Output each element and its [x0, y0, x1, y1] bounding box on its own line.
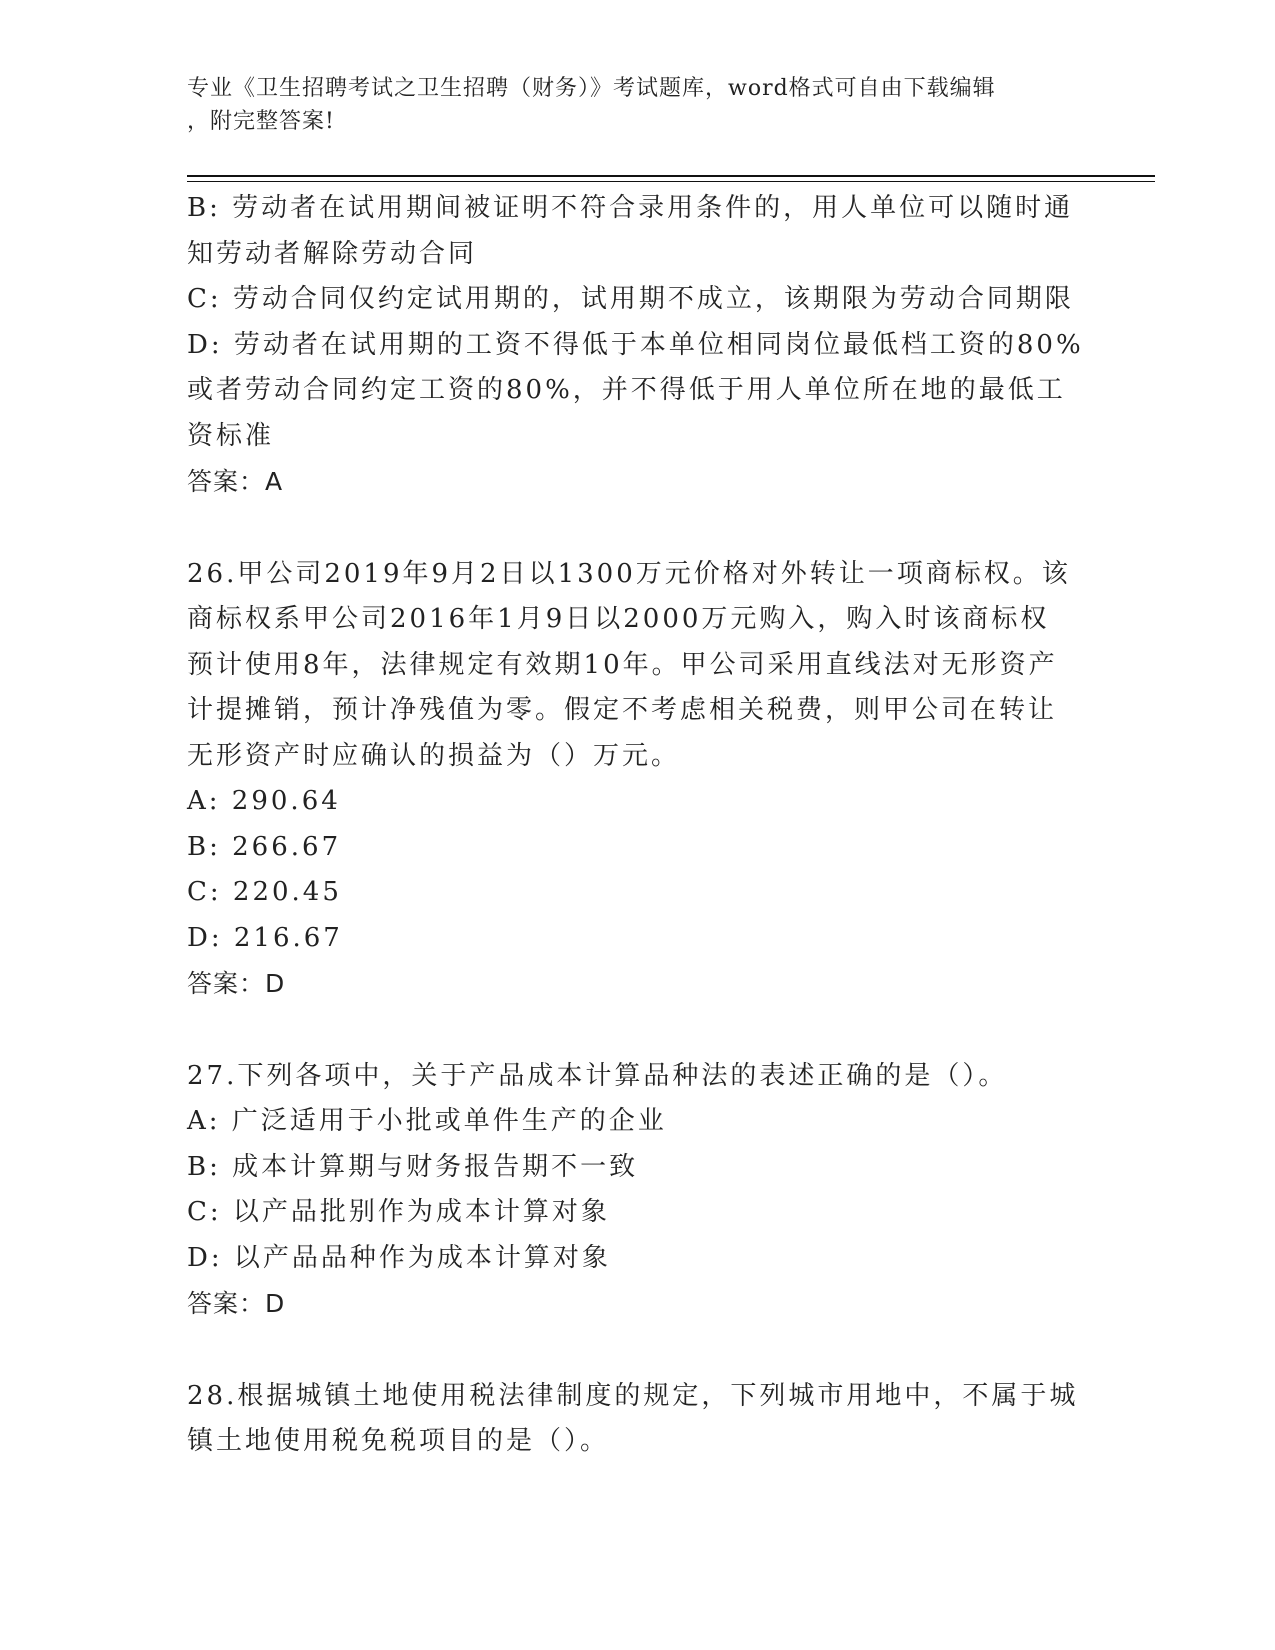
q27-option-a: A: 广泛适用于小批或单件生产的企业 [187, 1106, 667, 1136]
question-28 [187, 1374, 1087, 1465]
header-divider-thin [187, 181, 1155, 182]
spacer [187, 505, 1087, 552]
question-27 [187, 1054, 1087, 1327]
q25-option-c: C: 劳动合同仅约定试用期的，试用期不成立，该期限为劳动合同期限 [187, 284, 1074, 314]
page-header [187, 72, 1067, 138]
header-divider-thick [187, 175, 1155, 177]
question-26 [187, 552, 1087, 1007]
q26-stem-line-4: 计提摊销，预计净残值为零。假定不考虑相关税费，则甲公司在转让 [187, 695, 1058, 725]
q25-option-d-line-2: 或者劳动合同约定工资的80%，并不得低于用人单位所在地的最低工 [187, 375, 1066, 405]
q27-option-d: D: 以产品品种作为成本计算对象 [187, 1242, 611, 1273]
header-title-line-1: 专业《卫生招聘考试之卫生招聘（财务）》考试题库，word格式可自由下载编辑 [187, 76, 996, 101]
q26-answer: 答案：D [187, 969, 286, 998]
spacer [187, 1327, 1087, 1374]
q26-stem-line-2: 商标权系甲公司2016年1月9日以2000万元购入，购入时该商标权 [187, 604, 1050, 634]
q26-stem-line-1: 26.甲公司2019年9月2日以1300万元价格对外转让一项商标权。该 [187, 558, 1071, 589]
q25-option-d-line-3: 资标准 [187, 420, 275, 451]
q26-option-a: A: 290.64 [187, 786, 341, 816]
q26-option-b: B: 266.67 [187, 831, 342, 862]
q27-stem-line-1: 27.下列各项中，关于产品成本计算品种法的表述正确的是（）。 [187, 1060, 1008, 1091]
q28-stem-line-2: 镇土地使用税免税项目的是（）。 [187, 1426, 610, 1456]
q27-answer: 答案：D [187, 1289, 286, 1318]
header-title-line-2: ，附完整答案! [187, 109, 335, 134]
q27-option-c: C: 以产品批别作为成本计算对象 [187, 1197, 610, 1227]
q25-option-b-line-1: B: 劳动者在试用期间被证明不符合录用条件的，用人单位可以随时通 [187, 193, 1074, 223]
q26-stem-line-5: 无形资产时应确认的损益为（）万元。 [187, 740, 681, 771]
q26-option-d: D: 216.67 [187, 922, 343, 953]
q25-answer: 答案：A [187, 467, 284, 496]
q25-option-b-line-2: 知劳动者解除劳动合同 [187, 238, 478, 269]
question-content [187, 186, 1087, 1465]
q27-option-b: B: 成本计算期与财务报告期不一致 [187, 1151, 639, 1182]
q26-option-c: C: 220.45 [187, 877, 342, 907]
spacer [187, 1007, 1087, 1054]
q25-option-d-line-1: D: 劳动者在试用期的工资不得低于本单位相同岗位最低档工资的80% [187, 329, 1084, 360]
question-25-fragment [187, 186, 1087, 505]
q26-stem-line-3: 预计使用8年，法律规定有效期10年。甲公司采用直线法对无形资产 [187, 649, 1058, 680]
q28-stem-line-1: 28.根据城镇土地使用税法律制度的规定，下列城市用地中，不属于城 [187, 1380, 1079, 1411]
